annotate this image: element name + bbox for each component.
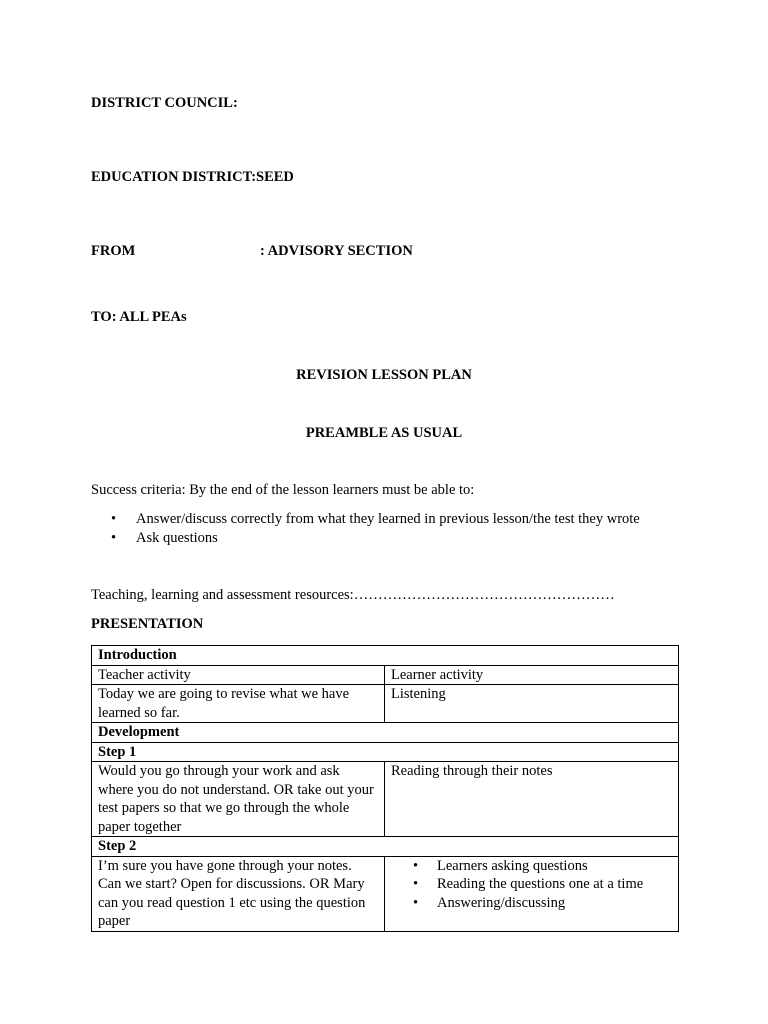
district-council-label: DISTRICT COUNCIL:	[91, 95, 238, 111]
list-item: • Reading the questions one at a time	[391, 875, 672, 894]
intro-teacher-cell: Today we are going to revise what we have learned so far.	[92, 685, 385, 723]
table-row	[92, 723, 679, 743]
resources-line: Teaching, learning and assessment resources:………………………………………………	[91, 587, 615, 603]
table-row	[92, 837, 679, 857]
table-row	[92, 856, 679, 931]
step2-heading: Step 2	[92, 837, 679, 857]
lesson-plan-table	[91, 645, 679, 932]
step1-learner-cell: Reading through their notes	[385, 762, 679, 837]
step1-teacher-cell: Would you go through your work and ask where you do not understand. OR take out your test papers so that we go through the whole paper together	[92, 762, 385, 837]
learner-activity-header: Learner activity	[385, 665, 679, 685]
step2-learner-cell	[385, 856, 679, 931]
intro-learner-cell: Listening	[385, 685, 679, 723]
table-row	[92, 742, 679, 762]
document-title: REVISION LESSON PLAN	[296, 367, 472, 383]
success-criteria-item: • Answer/discuss correctly from what they learned in previous lesson/the test they wrote	[91, 510, 640, 529]
step2-learner-list	[391, 857, 672, 913]
step2-teacher-cell: I’m sure you have gone through your notes. Can we start? Open for discussions. OR Mary can you read question 1 etc using the question paper	[92, 856, 385, 931]
table-row	[92, 665, 679, 685]
development-heading: Development	[92, 723, 679, 743]
presentation-heading: PRESENTATION	[91, 616, 204, 632]
list-item: • Learners asking questions	[391, 857, 672, 876]
introduction-heading: Introduction	[92, 646, 679, 666]
from-value: : ADVISORY SECTION	[260, 243, 413, 259]
success-criteria-list	[91, 510, 640, 547]
preamble-heading: PREAMBLE AS USUAL	[305, 425, 463, 441]
table-row	[92, 762, 679, 837]
table-row	[92, 685, 679, 723]
teacher-activity-header: Teacher activity	[92, 665, 385, 685]
table-row	[92, 646, 679, 666]
success-criteria-intro: Success criteria: By the end of the lesson learners must be able to:	[91, 482, 475, 498]
list-item: • Answering/discussing	[391, 894, 672, 913]
from-label: FROM	[91, 243, 136, 259]
to-label: TO: ALL PEAs	[91, 309, 187, 325]
step1-heading: Step 1	[92, 742, 679, 762]
success-criteria-item: • Ask questions	[91, 529, 640, 548]
education-district-label: EDUCATION DISTRICT:SEED	[91, 169, 294, 185]
